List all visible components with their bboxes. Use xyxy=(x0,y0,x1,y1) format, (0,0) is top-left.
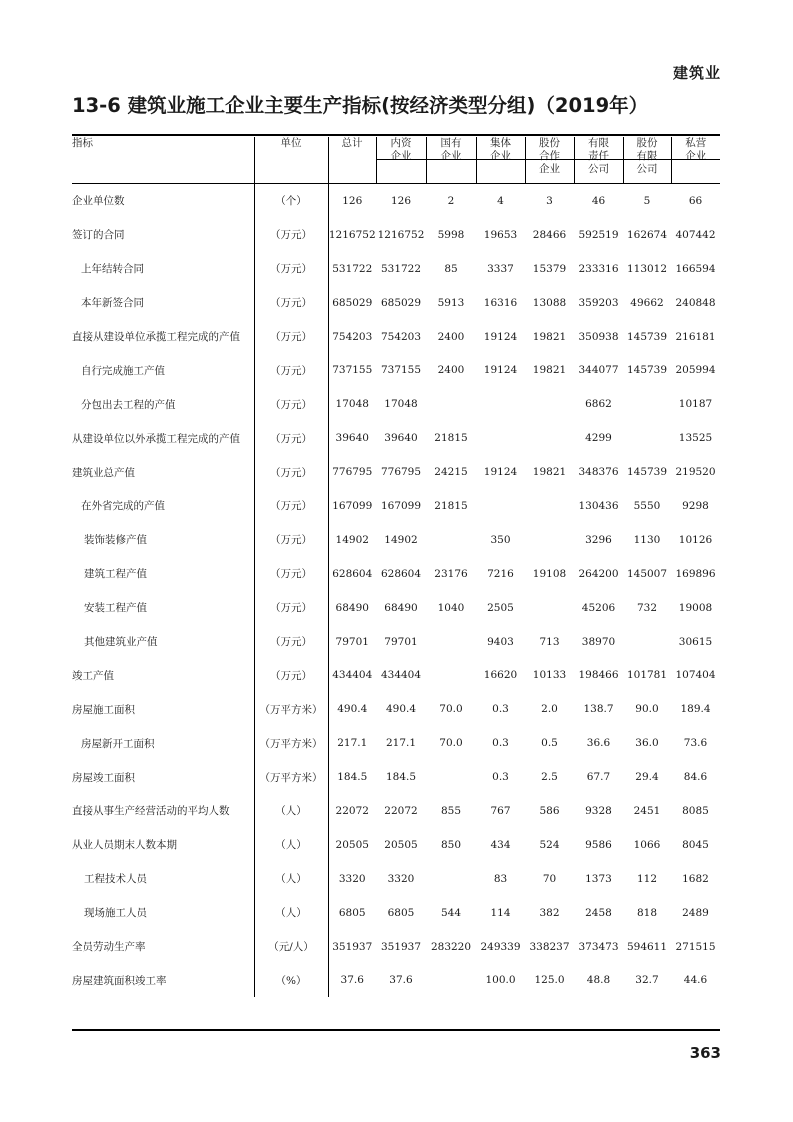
row-value: 167099 xyxy=(332,499,373,512)
row-value: 126 xyxy=(390,194,412,207)
row-value: 434404 xyxy=(332,669,373,682)
row-value: 68490 xyxy=(335,601,369,614)
top-rule xyxy=(72,134,720,136)
row-value: 205994 xyxy=(675,364,716,377)
row-value: 216181 xyxy=(675,330,716,343)
table-row xyxy=(72,625,720,659)
row-value: 737155 xyxy=(380,364,422,377)
row-value: 713 xyxy=(539,635,560,648)
row-value: 754203 xyxy=(380,330,422,343)
table-row xyxy=(72,421,720,455)
row-indicator: 本年新签合同 xyxy=(72,286,254,320)
row-unit: （万元） xyxy=(254,320,328,354)
row-value: 17048 xyxy=(335,398,369,411)
row-value: 67.7 xyxy=(586,771,611,784)
row-value: 30615 xyxy=(678,635,713,648)
row-value: 2505 xyxy=(487,601,514,614)
table-row xyxy=(72,320,720,354)
row-value: 20505 xyxy=(335,838,369,851)
row-value: 0.3 xyxy=(492,703,509,716)
row-value: 198466 xyxy=(578,669,619,682)
row-value: 145739 xyxy=(626,330,668,343)
row-value xyxy=(525,489,574,523)
row-value: 767 xyxy=(490,804,511,817)
row-value: 359203 xyxy=(578,296,619,309)
row-value: 1040 xyxy=(437,601,465,614)
row-value: 776795 xyxy=(332,466,373,479)
row-value: 114 xyxy=(490,906,511,919)
row-unit: （万元） xyxy=(254,353,328,387)
row-value: 38970 xyxy=(581,635,616,648)
row-indicator: 房屋竣工面积 xyxy=(72,760,254,794)
row-indicator: 在外省完成的产值 xyxy=(72,489,254,523)
row-value: 531722 xyxy=(380,262,422,275)
row-value: 776795 xyxy=(380,466,422,479)
row-value: 10133 xyxy=(532,669,567,682)
row-value: 13525 xyxy=(678,432,713,445)
row-value: 184.5 xyxy=(385,771,417,784)
header-total: 总计 xyxy=(328,137,376,184)
row-value: 70.0 xyxy=(439,703,463,716)
row-indicator: 建筑工程产值 xyxy=(72,557,254,591)
row-indicator: 上年结转合同 xyxy=(72,252,254,286)
row-value: 2451 xyxy=(633,804,661,817)
row-value: 2.5 xyxy=(541,771,558,784)
row-unit: （人） xyxy=(254,794,328,828)
row-value xyxy=(525,421,574,455)
table-row xyxy=(72,896,720,930)
row-value xyxy=(623,625,671,659)
row-value: 5 xyxy=(643,194,651,207)
row-value: 70.0 xyxy=(439,737,463,750)
row-unit: （万元） xyxy=(254,489,328,523)
row-indicator: 企业单位数 xyxy=(72,184,254,218)
row-value: 0.5 xyxy=(541,737,558,750)
row-value: 490.4 xyxy=(385,703,417,716)
table-row xyxy=(72,963,720,997)
row-value: 850 xyxy=(440,838,462,851)
row-value: 407442 xyxy=(675,228,716,241)
table-row xyxy=(72,523,720,557)
row-value: 39640 xyxy=(335,432,369,445)
row-value: 531722 xyxy=(332,262,373,275)
row-value: 16316 xyxy=(483,296,518,309)
row-indicator: 全员劳动生产率 xyxy=(72,930,254,964)
row-value: 855 xyxy=(440,804,462,817)
row-value: 5550 xyxy=(633,499,661,512)
row-value: 434404 xyxy=(380,669,422,682)
row-unit: （万元） xyxy=(254,523,328,557)
row-indicator: 房屋建筑面积竣工率 xyxy=(72,963,254,997)
row-indicator: 直接从事生产经营活动的平均人数 xyxy=(72,794,254,828)
header-limited-liability: 有限 责任 公司 xyxy=(574,137,623,184)
row-value xyxy=(426,862,476,896)
header-indicator: 指标 xyxy=(72,137,254,184)
table-row xyxy=(72,489,720,523)
header-private: 私营 企业 xyxy=(671,137,720,184)
row-value: 217.1 xyxy=(337,737,368,750)
row-value: 3320 xyxy=(338,872,366,885)
row-value: 70 xyxy=(542,872,557,885)
table-row xyxy=(72,658,720,692)
row-value: 1216752 xyxy=(328,228,376,241)
row-value: 19821 xyxy=(532,364,567,377)
header-state-owned: 国有 企业 xyxy=(426,137,476,184)
row-unit: （人） xyxy=(254,828,328,862)
row-unit: （万元） xyxy=(254,625,328,659)
row-value: 544 xyxy=(440,906,462,919)
row-value: 17048 xyxy=(384,398,418,411)
row-value xyxy=(426,523,476,557)
row-value: 19821 xyxy=(532,330,567,343)
row-value: 264200 xyxy=(578,567,619,580)
row-value: 21815 xyxy=(434,432,468,445)
row-indicator: 自行完成施工产值 xyxy=(72,353,254,387)
row-value: 1216752 xyxy=(377,228,425,241)
table-row xyxy=(72,557,720,591)
row-value xyxy=(426,387,476,421)
row-value: 1682 xyxy=(682,872,709,885)
row-value: 79701 xyxy=(384,635,418,648)
row-value: 90.0 xyxy=(635,703,659,716)
row-unit: （万元） xyxy=(254,591,328,625)
row-value xyxy=(426,658,476,692)
row-value: 6862 xyxy=(585,398,612,411)
row-value: 44.6 xyxy=(683,974,708,987)
row-value xyxy=(623,387,671,421)
section-label: 建筑业 xyxy=(672,64,721,82)
row-unit: （万元） xyxy=(254,557,328,591)
header-collective: 集体 企业 xyxy=(476,137,525,184)
table-row xyxy=(72,455,720,489)
row-value: 39640 xyxy=(384,432,418,445)
row-value: 68490 xyxy=(384,601,418,614)
table-row xyxy=(72,218,720,252)
row-unit: （万元） xyxy=(254,455,328,489)
row-unit: （个） xyxy=(254,184,328,218)
row-value: 9586 xyxy=(585,838,612,851)
row-value: 101781 xyxy=(626,669,668,682)
row-unit: （万元） xyxy=(254,658,328,692)
row-value: 85 xyxy=(444,262,458,275)
row-value xyxy=(525,523,574,557)
row-value xyxy=(476,387,525,421)
row-value: 4 xyxy=(497,194,504,207)
row-value: 9298 xyxy=(682,499,709,512)
row-value: 13088 xyxy=(532,296,567,309)
row-indicator: 分包出去工程的产值 xyxy=(72,387,254,421)
row-value xyxy=(476,421,525,455)
subheader-rule xyxy=(376,159,720,160)
row-value: 6805 xyxy=(338,906,366,919)
row-value: 1373 xyxy=(585,872,612,885)
row-value: 524 xyxy=(539,838,560,851)
row-value: 19124 xyxy=(483,466,518,479)
row-value: 5998 xyxy=(437,228,465,241)
row-value: 344077 xyxy=(578,364,619,377)
row-value: 19653 xyxy=(483,228,518,241)
row-value: 23176 xyxy=(434,567,468,580)
row-value: 184.5 xyxy=(337,771,368,784)
row-value: 167099 xyxy=(380,499,422,512)
row-value: 350938 xyxy=(578,330,619,343)
row-value: 3296 xyxy=(585,533,612,546)
row-value: 4299 xyxy=(585,432,612,445)
row-value: 36.6 xyxy=(586,737,611,750)
row-indicator: 安装工程产值 xyxy=(72,591,254,625)
row-value: 732 xyxy=(636,601,658,614)
row-indicator: 签订的合同 xyxy=(72,218,254,252)
row-value xyxy=(426,760,476,794)
row-value: 20505 xyxy=(384,838,418,851)
row-value: 19124 xyxy=(483,330,518,343)
table-row xyxy=(72,591,720,625)
header-share-limited: 股份 有限 公司 xyxy=(623,137,671,184)
header-joint-stock-coop: 股份 合作 企业 xyxy=(525,137,574,184)
row-unit: （万平方米） xyxy=(254,726,328,760)
row-value xyxy=(623,421,671,455)
table-row xyxy=(72,726,720,760)
row-value: 29.4 xyxy=(635,771,659,784)
row-value: 37.6 xyxy=(340,974,364,987)
row-indicator: 建筑业总产值 xyxy=(72,455,254,489)
header-domestic: 内资 企业 xyxy=(376,137,426,184)
row-value: 66 xyxy=(688,194,703,207)
row-value xyxy=(525,591,574,625)
row-value: 145739 xyxy=(626,466,668,479)
header-row xyxy=(72,137,720,184)
table-row xyxy=(72,286,720,320)
row-value: 586 xyxy=(539,804,560,817)
row-unit: （%） xyxy=(254,963,328,997)
row-value: 338237 xyxy=(529,940,570,953)
row-value: 130436 xyxy=(578,499,619,512)
row-indicator: 直接从建设单位承揽工程完成的产值 xyxy=(72,320,254,354)
row-indicator: 装饰装修产值 xyxy=(72,523,254,557)
row-value: 0.3 xyxy=(492,737,509,750)
row-value: 8085 xyxy=(682,804,709,817)
row-value: 685029 xyxy=(380,296,422,309)
row-value xyxy=(426,963,476,997)
row-value: 592519 xyxy=(578,228,619,241)
row-indicator: 其他建筑业产值 xyxy=(72,625,254,659)
row-indicator: 房屋施工面积 xyxy=(72,692,254,726)
table-row xyxy=(72,252,720,286)
table-row xyxy=(72,794,720,828)
row-unit: （万元） xyxy=(254,218,328,252)
row-value: 19124 xyxy=(483,364,518,377)
page-number: 363 xyxy=(689,1044,721,1062)
row-indicator: 从建设单位以外承揽工程完成的产值 xyxy=(72,421,254,455)
table-row xyxy=(72,862,720,896)
row-value: 628604 xyxy=(332,567,373,580)
table-row xyxy=(72,828,720,862)
row-value: 125.0 xyxy=(534,974,565,987)
row-value: 28466 xyxy=(532,228,567,241)
row-value: 217.1 xyxy=(385,737,417,750)
row-value: 16620 xyxy=(483,669,518,682)
row-value: 240848 xyxy=(675,296,716,309)
row-value xyxy=(426,625,476,659)
row-value: 7216 xyxy=(487,567,514,580)
row-value: 373473 xyxy=(578,940,619,953)
row-unit: （元/人） xyxy=(254,930,328,964)
row-value: 107404 xyxy=(675,669,716,682)
row-unit: （万平方米） xyxy=(254,692,328,726)
row-unit: （人） xyxy=(254,896,328,930)
row-value: 48.8 xyxy=(586,974,611,987)
row-value: 24215 xyxy=(434,466,468,479)
row-value: 2 xyxy=(447,194,455,207)
row-value: 3320 xyxy=(387,872,415,885)
table-row xyxy=(72,353,720,387)
row-value: 271515 xyxy=(675,940,716,953)
row-value: 737155 xyxy=(332,364,373,377)
row-value: 10187 xyxy=(678,398,713,411)
row-value: 490.4 xyxy=(337,703,368,716)
row-value: 84.6 xyxy=(683,771,708,784)
row-value: 351937 xyxy=(332,940,373,953)
row-indicator: 竣工产值 xyxy=(72,658,254,692)
row-value: 434 xyxy=(490,838,511,851)
row-value: 145007 xyxy=(626,567,668,580)
row-value: 8045 xyxy=(682,838,709,851)
row-indicator: 现场施工人员 xyxy=(72,896,254,930)
row-value: 351937 xyxy=(380,940,422,953)
table-title: 13-6 建筑业施工企业主要生产指标(按经济类型分组)（2019年） xyxy=(72,94,649,117)
row-value: 350 xyxy=(490,533,511,546)
row-value: 37.6 xyxy=(389,974,413,987)
row-value: 2400 xyxy=(437,330,465,343)
row-value: 1130 xyxy=(633,533,661,546)
row-value: 36.0 xyxy=(635,737,659,750)
row-indicator: 工程技术人员 xyxy=(72,862,254,896)
row-value: 113012 xyxy=(626,262,668,275)
table-row xyxy=(72,692,720,726)
row-value: 145739 xyxy=(626,364,668,377)
row-unit: （人） xyxy=(254,862,328,896)
table-row xyxy=(72,760,720,794)
row-value: 22072 xyxy=(384,804,418,817)
row-value: 162674 xyxy=(626,228,668,241)
row-value: 112 xyxy=(636,872,658,885)
row-value: 2458 xyxy=(585,906,612,919)
row-unit: （万元） xyxy=(254,387,328,421)
row-value: 382 xyxy=(539,906,560,919)
row-value: 79701 xyxy=(335,635,369,648)
row-value: 189.4 xyxy=(680,703,711,716)
row-value: 46 xyxy=(591,194,606,207)
row-value: 233316 xyxy=(578,262,619,275)
row-value: 21815 xyxy=(434,499,468,512)
row-value: 348376 xyxy=(578,466,619,479)
row-value: 169896 xyxy=(675,567,716,580)
row-unit: （万元） xyxy=(254,421,328,455)
statistics-table xyxy=(72,137,720,997)
table-row xyxy=(72,387,720,421)
row-value: 19008 xyxy=(678,601,713,614)
row-unit: （万平方米） xyxy=(254,760,328,794)
row-value: 83 xyxy=(493,872,508,885)
row-value: 138.7 xyxy=(583,703,614,716)
row-value: 19108 xyxy=(532,567,567,580)
row-value: 2489 xyxy=(682,906,709,919)
row-value: 818 xyxy=(636,906,658,919)
row-value: 166594 xyxy=(675,262,716,275)
row-value: 100.0 xyxy=(485,974,516,987)
row-value: 32.7 xyxy=(635,974,659,987)
row-value: 685029 xyxy=(332,296,373,309)
row-unit: （万元） xyxy=(254,286,328,320)
row-value: 2.0 xyxy=(541,703,558,716)
row-value: 9403 xyxy=(487,635,514,648)
row-value: 9328 xyxy=(585,804,612,817)
row-value: 19821 xyxy=(532,466,567,479)
row-value: 73.6 xyxy=(683,737,708,750)
row-value: 15379 xyxy=(532,262,567,275)
row-value: 0.3 xyxy=(492,771,509,784)
row-value: 754203 xyxy=(332,330,373,343)
row-value: 628604 xyxy=(380,567,422,580)
row-value: 45206 xyxy=(581,601,616,614)
row-value: 2400 xyxy=(437,364,465,377)
row-value: 283220 xyxy=(430,940,472,953)
row-value: 249339 xyxy=(480,940,521,953)
row-indicator: 从业人员期末人数本期 xyxy=(72,828,254,862)
row-value: 594611 xyxy=(626,940,668,953)
row-value xyxy=(476,489,525,523)
row-unit: （万元） xyxy=(254,252,328,286)
row-value: 5913 xyxy=(437,296,465,309)
bottom-rule xyxy=(72,1029,720,1031)
row-value: 6805 xyxy=(387,906,415,919)
row-value: 1066 xyxy=(633,838,661,851)
table-row xyxy=(72,184,720,218)
row-value: 14902 xyxy=(335,533,369,546)
row-value: 49662 xyxy=(630,296,664,309)
row-value: 126 xyxy=(342,194,363,207)
row-value xyxy=(525,387,574,421)
row-value: 22072 xyxy=(335,804,369,817)
header-unit: 单位 xyxy=(254,137,328,184)
table-row xyxy=(72,930,720,964)
row-indicator: 房屋新开工面积 xyxy=(72,726,254,760)
row-value: 14902 xyxy=(384,533,418,546)
row-value: 219520 xyxy=(675,466,716,479)
row-value: 10126 xyxy=(678,533,713,546)
row-value: 3337 xyxy=(487,262,514,275)
row-value: 3 xyxy=(546,194,553,207)
